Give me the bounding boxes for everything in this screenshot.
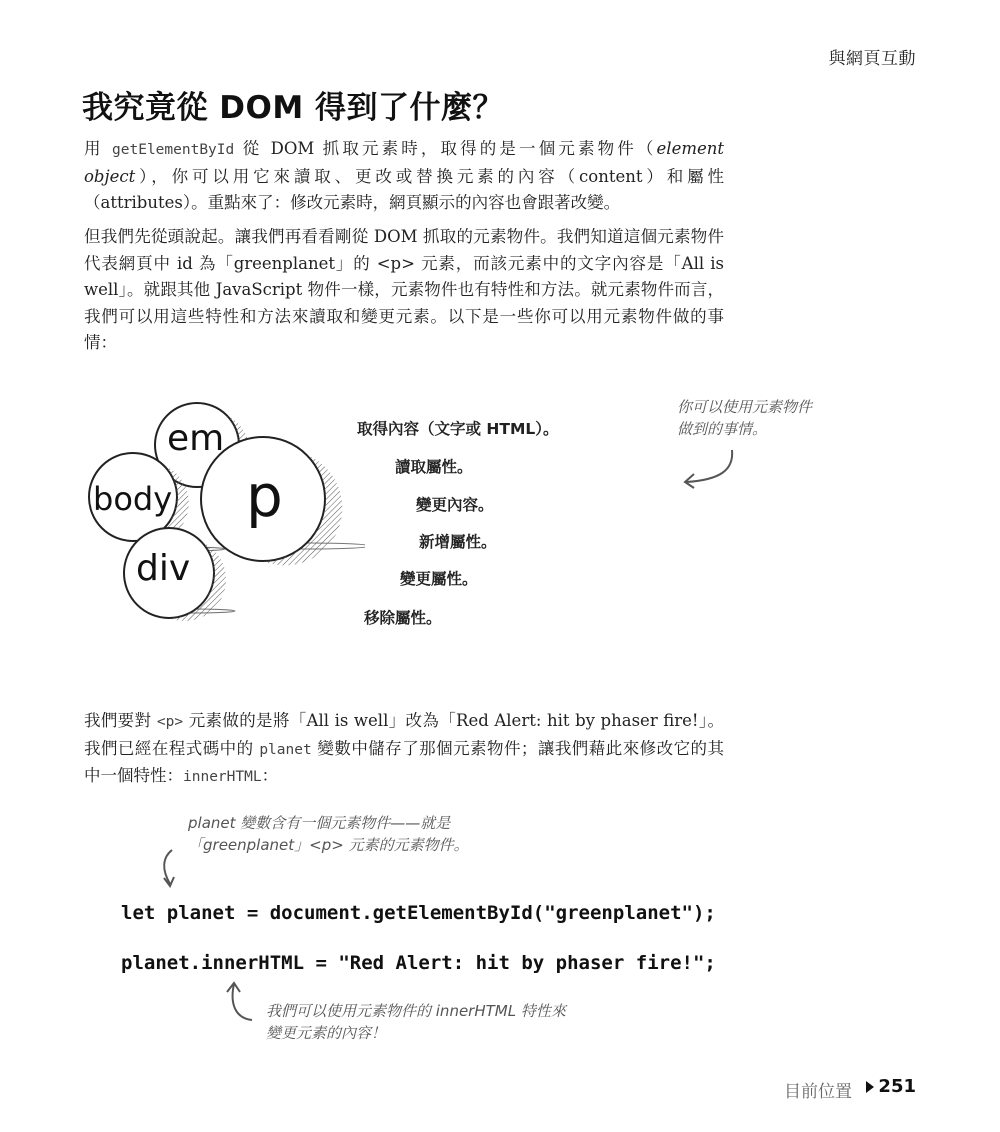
up-arrow-icon [222, 980, 262, 1024]
text: 我們要對 [84, 711, 157, 730]
action-remove-attribute: 移除屬性。 [364, 609, 442, 627]
code-line-2: planet.innerHTML = "Red Alert: hit by phaser fire!"; [121, 952, 716, 974]
inline-code: innerHTML [183, 769, 262, 785]
play-triangle-icon[interactable] [866, 1081, 874, 1093]
intro-paragraph-2 [84, 224, 724, 357]
curved-arrow-icon [680, 448, 740, 490]
inline-code: getElementById [112, 142, 235, 158]
text: ），你可以用它來讀取、更改或替換元素的內容（content）和屬性（attributes）。重點來了：修改元素時，網頁顯示的內容也會跟著改變。 [84, 166, 724, 212]
body-paragraph [84, 708, 724, 791]
text: 變數中儲存了那個元素物件；讓我們藉此來修改它的其中一個特性： [84, 738, 724, 785]
italic-term: element object [84, 139, 725, 186]
action-add-attribute: 新增屬性。 [419, 533, 497, 551]
intro-paragraph-1 [84, 136, 724, 217]
down-arrow-icon [158, 848, 182, 890]
annotation-line: planet 變數含有一個元素物件——就是 [188, 814, 451, 832]
code-line-1: let planet = document.getElementById("greenplanet"); [121, 902, 716, 924]
text: 但我們先從頭說起。讓我們再看看剛從 DOM 抓取的元素物件。我們知道這個元素物件代表網頁中 id 為「greenplanet」的 <p> 元素，而該元素中的文字內容是「All is well」。就跟其他 JavaScript 物件一樣，元素物件也有特性和方法。就元素物件而言，我們可以用這些特性和方法來讀取和變更元素。以下是一些你可以用元素物件做的事情： [84, 227, 724, 352]
note-line: 你可以使用元素物件 [677, 398, 813, 416]
action-change-attribute: 變更屬性。 [400, 570, 478, 588]
text: ： [261, 766, 279, 785]
inline-code: <p> [156, 714, 184, 730]
ball-label-em: em [167, 418, 225, 459]
annotation-line: 「greenplanet」<p> 元素的元素物件。 [188, 836, 469, 854]
text: 用 [84, 139, 113, 158]
page-number: 251 [878, 1076, 916, 1097]
note-line: 做到的事情。 [677, 420, 768, 438]
text: 元素做的是將「All is well」改為「Red Alert: hit by phaser fire!」。我們已經在程式碼中的 [84, 711, 724, 758]
action-get-content: 取得內容（文字或 HTML）。 [357, 420, 559, 438]
ball-label-div: div [136, 548, 191, 589]
action-change-content: 變更內容。 [416, 496, 494, 514]
footer-nav-label[interactable]: 目前位置 [784, 1082, 852, 1102]
annotation-line: 我們可以使用元素物件的 innerHTML 特性來 [266, 1002, 566, 1020]
annotation-line: 變更元素的內容！ [266, 1024, 387, 1042]
action-read-attribute: 讀取屬性。 [395, 458, 473, 476]
annotation-planet-variable [188, 812, 469, 856]
chapter-header: 與網頁互動 [828, 49, 916, 69]
ball-label-p: p [246, 462, 283, 530]
text: 從 DOM 抓取元素時，取得的是一個元素物件（ [234, 139, 657, 158]
ball-label-body: body [93, 480, 173, 518]
side-note [677, 396, 812, 440]
inline-code: planet [259, 741, 312, 758]
page-title: 我究竟從 DOM 得到了什麼？ [82, 90, 505, 126]
annotation-innerhtml [266, 1000, 566, 1044]
